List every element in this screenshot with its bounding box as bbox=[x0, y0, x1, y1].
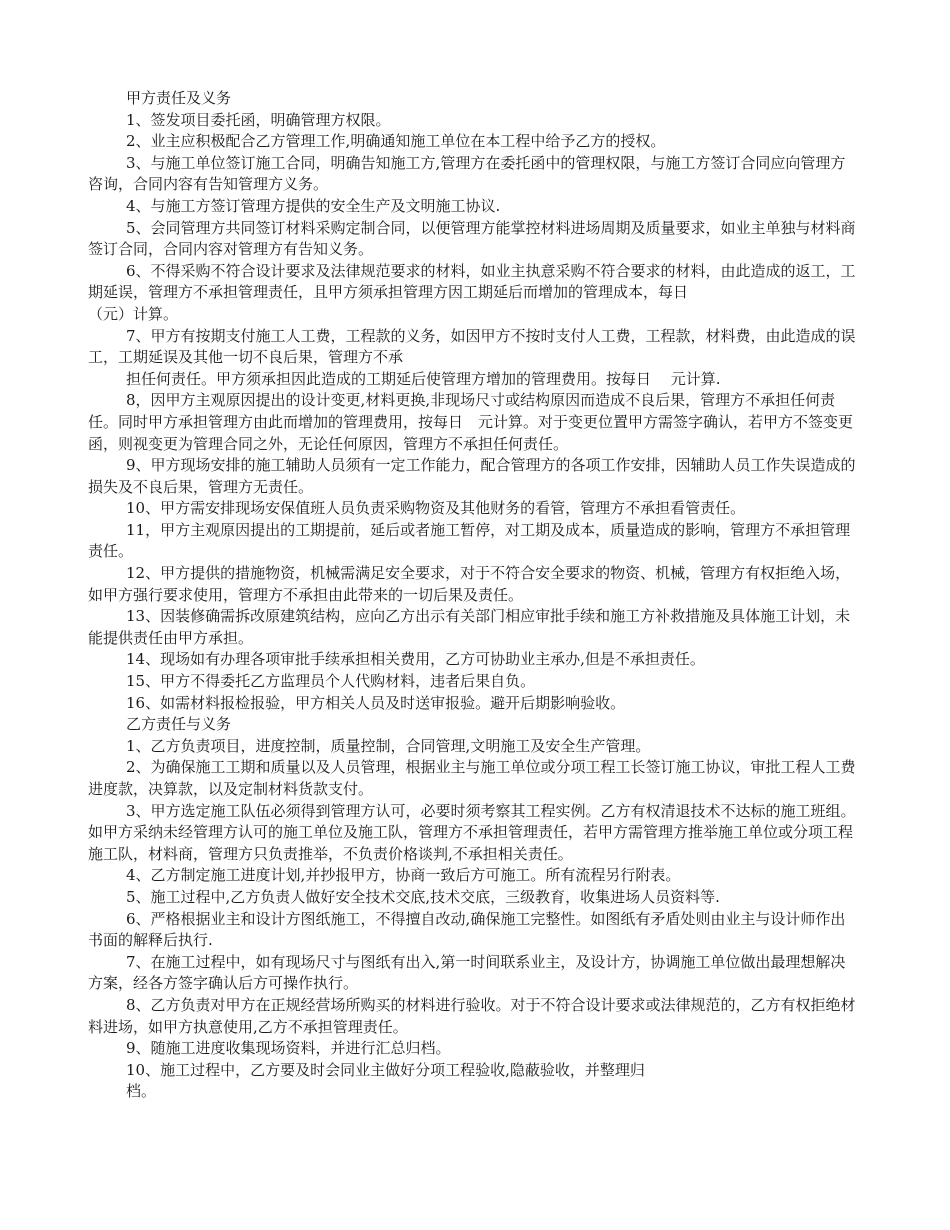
section-a-item-12: 12、甲方提供的措施物资，机械需满足安全要求，对于不符合安全要求的物资、机械，管理方有权拒绝入场，如甲方强行要求使用，管理方不承担由此带来的一切后果及责任。 bbox=[88, 564, 851, 604]
section-a-item-15: 15、甲方不得委托乙方监理员个人代购材料，违者后果自负。 bbox=[126, 672, 536, 691]
section-b-item-8: 8、乙方负责对甲方在正规经营场所购买的材料进行验收。对于不符合设计要求或法律规范的，乙方有权拒绝材料进场，如甲方执意使用,乙方不承担管理责任。 bbox=[88, 995, 856, 1036]
section-a-item-2: 2、业主应积极配合乙方管理工作,明确通知施工单位在本工程中给予乙方的授权。 bbox=[126, 132, 666, 151]
section-b-item-5: 5、施工过程中,乙方负责人做好安全技术交底,技术交底，三级教育，收集进场人员资料等. bbox=[126, 887, 720, 906]
section-b-item-1: 1、乙方负责项目，进度控制，质量控制，合同管理,文明施工及安全生产管理。 bbox=[126, 736, 651, 755]
section-a-item-14: 14、现场如有办理各项审批手续承担相关费用，乙方可协助业主承办,但是不承担责任。 bbox=[126, 650, 705, 669]
section-a-item-6-continued: （元）计算。 bbox=[88, 304, 179, 323]
section-a-item-16: 16、如需材料报检报验，甲方相关人员及时送审报验。避开后期影响验收。 bbox=[126, 693, 626, 712]
section-b-item-10-continued: 档。 bbox=[126, 1082, 157, 1101]
section-a-item-6: 6、不得采购不符合设计要求及法律规范要求的材料，如业主执意采购不符合要求的材料，由此造成的返工，工期延误，管理方不承担管理责任，且甲方须承担管理方因工期延后而增加的管理成本，每日 bbox=[88, 261, 856, 302]
section-a-item-7: 7、甲方有按期支付施工人工费，工程款的义务，如因甲方不按时支付人工费，工程款，材料费，由此造成的误工，工期延误及其他一切不良后果，管理方不承 bbox=[88, 326, 856, 367]
section-b-item-2: 2、为确保施工工期和质量以及人员管理，根据业主与施工单位或分项工程工长签订施工协议，审批工程人工费进度款，决算款，以及定制材料货款支付。 bbox=[88, 758, 856, 798]
section-a-item-9: 9、甲方现场安排的施工辅助人员须有一定工作能力，配合管理方的各项工作安排，因辅助人员工作失误造成的损失及不良后果，管理方无责任。 bbox=[88, 456, 856, 496]
section-a-item-4: 4、与施工方签订管理方提供的安全生产及文明施工协议. bbox=[126, 196, 501, 215]
section-b-item-6: 6、严格根据业主和设计方图纸施工，不得擅自改动,确保施工完整性。如图纸有矛盾处则由业主与设计师作出书面的解释后执行. bbox=[88, 909, 846, 950]
section-a-item-5: 5、会同管理方共同签订材料采购定制合同，以便管理方能掌控材料进场周期及质量要求，如业主单独与材料商签订合同，合同内容对管理方有告知义务。 bbox=[88, 218, 856, 259]
section-a-item-1: 1、签发项目委托函，明确管理方权限。 bbox=[126, 110, 391, 129]
section-b-item-10: 10、施工过程中，乙方要及时会同业主做好分项工程验收,隐蔽验收，并整理归 bbox=[126, 1060, 645, 1079]
section-b-heading: 乙方责任与义务 bbox=[126, 715, 232, 734]
section-a-item-10: 10、甲方需安排现场安保值班人员负责采购物资及其他财务的看管，管理方不承担看管责任。 bbox=[126, 499, 746, 518]
section-a-item-13: 13、因装修确需拆改原建筑结构，应向乙方出示有关部门相应审批手续和施工方补救措施及具体施工计划，未能提供责任由甲方承担。 bbox=[88, 607, 851, 647]
section-b-item-3: 3、甲方选定施工队伍必须得到管理方认可，必要时须考察其工程实例。乙方有权清退技术不达标的施工班组。如甲方采纳未经管理方认可的施工单位及施工队，管理方不承担管理责任，若甲方需管理方推举施工单位或分项工程施工队，材料商，管理方只负责推举，不负责价格谈判,不承担相关责任。 bbox=[88, 801, 856, 863]
section-a-item-11: 11，甲方主观原因提出的工期提前，延后或者施工暂停，对工期及成本，质量造成的影响，管理方不承担管理责任。 bbox=[88, 520, 851, 561]
section-b-item-4: 4、乙方制定施工进度计划,并抄报甲方，协商一致后方可施工。所有流程另行附表。 bbox=[126, 866, 681, 885]
section-b-item-9: 9、随施工进度收集现场资料，并进行汇总归档。 bbox=[126, 1039, 451, 1058]
section-a-item-7-continued: 担任何责任。甲方须承担因此造成的工期延后使管理方增加的管理费用。按每日 元计算. bbox=[126, 369, 721, 388]
section-a-item-3: 3、与施工单位签订施工合同，明确告知施工方,管理方在委托函中的管理权限，与施工方签订合同应向管理方咨询，合同内容有告知管理方义务。 bbox=[88, 153, 846, 194]
section-b-item-7: 7、在施工过程中，如有现场尺寸与图纸有出入,第一时间联系业主，及设计方，协调施工单位做出最理想解决方案，经各方签字确认后方可操作执行。 bbox=[88, 952, 846, 993]
section-a-heading: 甲方责任及义务 bbox=[126, 89, 232, 107]
section-a-item-8: 8，因甲方主观原因提出的设计变更,材料更换,非现场尺寸或结构原因而造成不良后果，管理方不承担任何责任。同时甲方承担管理方由此而增加的管理费用，按每日 元计算。对于变更位置甲方需签字确认，若甲方不签变更函，则视变更为管理合同之外，无论任何原因，管理方不承担任何责任。 bbox=[88, 391, 854, 453]
